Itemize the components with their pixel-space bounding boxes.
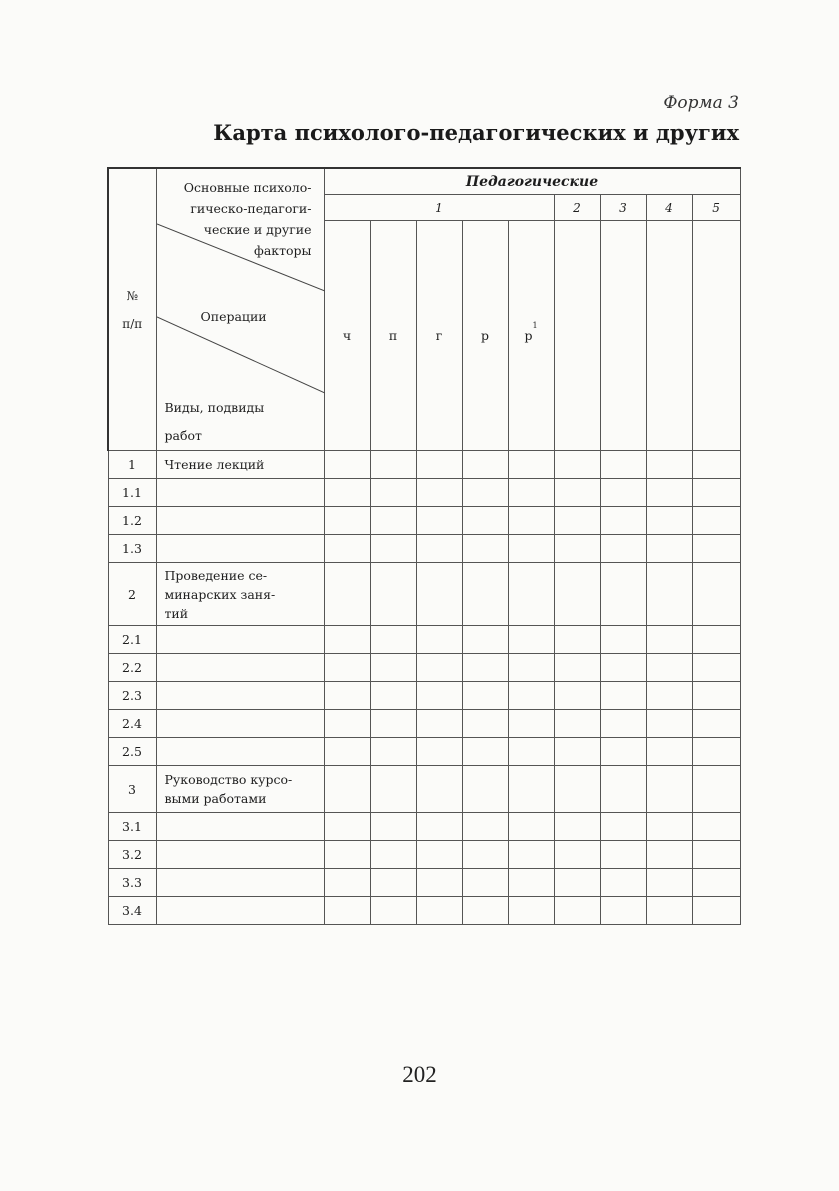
factors-line-3: ческие и другие (203, 222, 312, 237)
empty-data-cell (462, 626, 508, 654)
empty-data-cell (646, 813, 692, 841)
row-number-header (108, 168, 156, 451)
empty-data-cell (462, 710, 508, 738)
empty-data-cell (416, 626, 462, 654)
table-row (108, 682, 740, 710)
empty-data-cell (692, 479, 740, 507)
work-type-line: Проведение се- (164, 567, 268, 583)
empty-data-cell (416, 563, 462, 626)
empty-data-cell (554, 841, 600, 869)
empty-data-cell (324, 710, 370, 738)
work-type-cell (156, 869, 324, 897)
row-number-cell: 3.2 (108, 841, 156, 869)
empty-data-cell (692, 841, 740, 869)
empty-data-cell (416, 841, 462, 869)
work-type-cell (156, 654, 324, 682)
empty-data-cell (646, 738, 692, 766)
factors-label (162, 177, 312, 261)
pp-label: п/п (122, 316, 143, 331)
empty-data-cell (370, 479, 416, 507)
empty-data-cell (600, 841, 646, 869)
work-types-label (165, 394, 265, 450)
empty-data-cell (370, 841, 416, 869)
empty-data-cell (600, 535, 646, 563)
empty-data-cell (508, 813, 554, 841)
table-row (108, 869, 740, 897)
empty-data-cell (692, 813, 740, 841)
table-body (108, 451, 740, 925)
empty-data-cell (324, 813, 370, 841)
empty-data-cell (462, 869, 508, 897)
row-number-cell: 2.3 (108, 682, 156, 710)
empty-data-cell (324, 869, 370, 897)
empty-data-cell (462, 451, 508, 479)
empty-data-cell (462, 479, 508, 507)
empty-data-cell (646, 535, 692, 563)
empty-data-cell (646, 563, 692, 626)
table-row (108, 626, 740, 654)
empty-data-cell (692, 738, 740, 766)
empty-data-cell (554, 535, 600, 563)
empty-data-cell (462, 507, 508, 535)
empty-data-cell (600, 869, 646, 897)
work-type-line: минарских заня- (164, 586, 276, 602)
empty-data-cell (416, 479, 462, 507)
pedagogical-group-header: Педагогические (324, 168, 740, 195)
empty-data-cell (462, 563, 508, 626)
table-row (108, 738, 740, 766)
work-type-line: тий (164, 605, 189, 621)
empty-data-cell (324, 766, 370, 813)
empty-data-cell (462, 738, 508, 766)
empty-data-cell (416, 738, 462, 766)
table-row (108, 654, 740, 682)
empty-data-cell (508, 841, 554, 869)
sub-column-r1-letter: р (524, 328, 533, 343)
empty-data-cell (692, 897, 740, 925)
empty-data-cell (646, 682, 692, 710)
empty-data-cell (462, 766, 508, 813)
sub-column-empty-2 (554, 221, 600, 451)
work-type-cell (156, 479, 324, 507)
empty-data-cell (324, 507, 370, 535)
empty-data-cell (324, 451, 370, 479)
table-row (108, 451, 740, 479)
sub-column-r: р (462, 221, 508, 451)
empty-data-cell (600, 479, 646, 507)
row-number-cell: 1.2 (108, 507, 156, 535)
column-number-5: 5 (692, 195, 740, 221)
work-type-cell (156, 507, 324, 535)
row-number-cell: 1 (108, 451, 156, 479)
work-type-line: Чтение лекций (164, 457, 265, 472)
empty-data-cell (324, 654, 370, 682)
column-number-2: 2 (554, 195, 600, 221)
empty-data-cell (370, 682, 416, 710)
empty-data-cell (646, 710, 692, 738)
empty-data-cell (508, 563, 554, 626)
empty-data-cell (324, 626, 370, 654)
empty-data-cell (554, 626, 600, 654)
work-type-cell (156, 897, 324, 925)
empty-data-cell (370, 738, 416, 766)
factors-line-4: факторы (254, 243, 312, 258)
empty-data-cell (370, 869, 416, 897)
empty-data-cell (600, 682, 646, 710)
table-row (108, 710, 740, 738)
empty-data-cell (600, 710, 646, 738)
empty-data-cell (508, 766, 554, 813)
empty-data-cell (692, 626, 740, 654)
table-row (108, 766, 740, 813)
table-row (108, 535, 740, 563)
row-number-cell: 1.1 (108, 479, 156, 507)
empty-data-cell (324, 479, 370, 507)
empty-data-cell (416, 451, 462, 479)
empty-data-cell (508, 682, 554, 710)
empty-data-cell (692, 766, 740, 813)
empty-data-cell (646, 451, 692, 479)
work-type-cell (156, 451, 324, 479)
empty-data-cell (462, 841, 508, 869)
empty-data-cell (462, 682, 508, 710)
column-number-3: 3 (600, 195, 646, 221)
diagonal-header-cell (156, 168, 324, 451)
empty-data-cell (600, 563, 646, 626)
form-label: Форма 3 (663, 93, 739, 113)
empty-data-cell (508, 738, 554, 766)
empty-data-cell (416, 507, 462, 535)
empty-data-cell (462, 535, 508, 563)
row-number-cell: 3 (108, 766, 156, 813)
empty-data-cell (416, 813, 462, 841)
empty-data-cell (324, 738, 370, 766)
sub-column-r1-superscript: 1 (532, 321, 538, 330)
empty-data-cell (554, 563, 600, 626)
empty-data-cell (370, 813, 416, 841)
empty-data-cell (600, 451, 646, 479)
empty-data-cell (554, 813, 600, 841)
empty-data-cell (508, 654, 554, 682)
empty-data-cell (508, 897, 554, 925)
row-number-cell: 2 (108, 563, 156, 626)
sub-column-g: г (416, 221, 462, 451)
empty-data-cell (600, 626, 646, 654)
table-row (108, 507, 740, 535)
empty-data-cell (370, 563, 416, 626)
empty-data-cell (692, 563, 740, 626)
work-type-cell (156, 710, 324, 738)
empty-data-cell (462, 813, 508, 841)
table-row (108, 813, 740, 841)
empty-data-cell (554, 766, 600, 813)
work-type-cell (156, 766, 324, 813)
empty-data-cell (554, 897, 600, 925)
empty-data-cell (554, 869, 600, 897)
sub-column-r1 (508, 221, 554, 451)
empty-data-cell (646, 626, 692, 654)
sub-column-empty-4 (646, 221, 692, 451)
empty-data-cell (554, 479, 600, 507)
empty-data-cell (370, 766, 416, 813)
row-number-cell: 2.2 (108, 654, 156, 682)
empty-data-cell (554, 654, 600, 682)
empty-data-cell (370, 710, 416, 738)
factors-map-table (107, 167, 741, 925)
empty-data-cell (370, 897, 416, 925)
column-number-1: 1 (324, 195, 554, 221)
empty-data-cell (416, 897, 462, 925)
row-number-cell: 2.1 (108, 626, 156, 654)
empty-data-cell (600, 766, 646, 813)
sub-column-empty-3 (600, 221, 646, 451)
empty-data-cell (692, 682, 740, 710)
empty-data-cell (692, 710, 740, 738)
work-type-cell (156, 563, 324, 626)
empty-data-cell (508, 869, 554, 897)
row-number-cell: 2.5 (108, 738, 156, 766)
row-number-cell: 3.3 (108, 869, 156, 897)
empty-data-cell (692, 869, 740, 897)
empty-data-cell (554, 738, 600, 766)
factors-line-2: гическо-педагоги- (190, 201, 312, 216)
empty-data-cell (600, 654, 646, 682)
work-type-line: выми работами (164, 791, 267, 806)
empty-data-cell (370, 626, 416, 654)
empty-data-cell (508, 451, 554, 479)
empty-data-cell (692, 654, 740, 682)
row-number-cell: 3.4 (108, 897, 156, 925)
empty-data-cell (462, 897, 508, 925)
empty-data-cell (370, 535, 416, 563)
page-title: Карта психолого-педагогических и других (213, 120, 739, 145)
empty-data-cell (324, 535, 370, 563)
empty-data-cell (416, 682, 462, 710)
table-row (108, 479, 740, 507)
empty-data-cell (692, 451, 740, 479)
empty-data-cell (416, 869, 462, 897)
work-type-line: Руководство курсо- (164, 772, 293, 787)
empty-data-cell (416, 535, 462, 563)
work-type-cell (156, 535, 324, 563)
row-number-cell: 1.3 (108, 535, 156, 563)
empty-data-cell (646, 507, 692, 535)
column-number-4: 4 (646, 195, 692, 221)
empty-data-cell (508, 479, 554, 507)
empty-data-cell (554, 507, 600, 535)
empty-data-cell (324, 563, 370, 626)
row-number-cell: 3.1 (108, 813, 156, 841)
empty-data-cell (646, 869, 692, 897)
work-types-line-2: работ (164, 428, 202, 443)
sub-column-empty-5 (692, 221, 740, 451)
header-row-1 (108, 168, 740, 195)
empty-data-cell (370, 451, 416, 479)
work-type-cell (156, 626, 324, 654)
operations-label: Операции (200, 309, 267, 324)
empty-data-cell (646, 766, 692, 813)
sub-column-p: п (370, 221, 416, 451)
table-row (108, 563, 740, 626)
empty-data-cell (462, 654, 508, 682)
number-sign: № (126, 288, 138, 303)
table-row (108, 897, 740, 925)
row-number-cell: 2.4 (108, 710, 156, 738)
empty-data-cell (600, 507, 646, 535)
work-types-line-1: Виды, подвиды (164, 400, 265, 415)
empty-data-cell (646, 479, 692, 507)
empty-data-cell (370, 507, 416, 535)
sub-column-ch: ч (324, 221, 370, 451)
empty-data-cell (324, 897, 370, 925)
page-number: 202 (402, 1062, 437, 1087)
table-row (108, 841, 740, 869)
empty-data-cell (508, 535, 554, 563)
empty-data-cell (554, 682, 600, 710)
empty-data-cell (646, 654, 692, 682)
empty-data-cell (416, 654, 462, 682)
empty-data-cell (554, 710, 600, 738)
empty-data-cell (508, 626, 554, 654)
empty-data-cell (646, 897, 692, 925)
empty-data-cell (508, 507, 554, 535)
empty-data-cell (600, 813, 646, 841)
empty-data-cell (508, 710, 554, 738)
empty-data-cell (416, 766, 462, 813)
empty-data-cell (416, 710, 462, 738)
empty-data-cell (692, 507, 740, 535)
work-type-cell (156, 682, 324, 710)
empty-data-cell (324, 682, 370, 710)
empty-data-cell (370, 654, 416, 682)
empty-data-cell (692, 535, 740, 563)
empty-data-cell (324, 841, 370, 869)
empty-data-cell (600, 738, 646, 766)
work-type-cell (156, 738, 324, 766)
factors-line-1: Основные психоло- (183, 180, 312, 195)
empty-data-cell (554, 451, 600, 479)
empty-data-cell (646, 841, 692, 869)
work-type-cell (156, 813, 324, 841)
empty-data-cell (600, 897, 646, 925)
work-type-cell (156, 841, 324, 869)
